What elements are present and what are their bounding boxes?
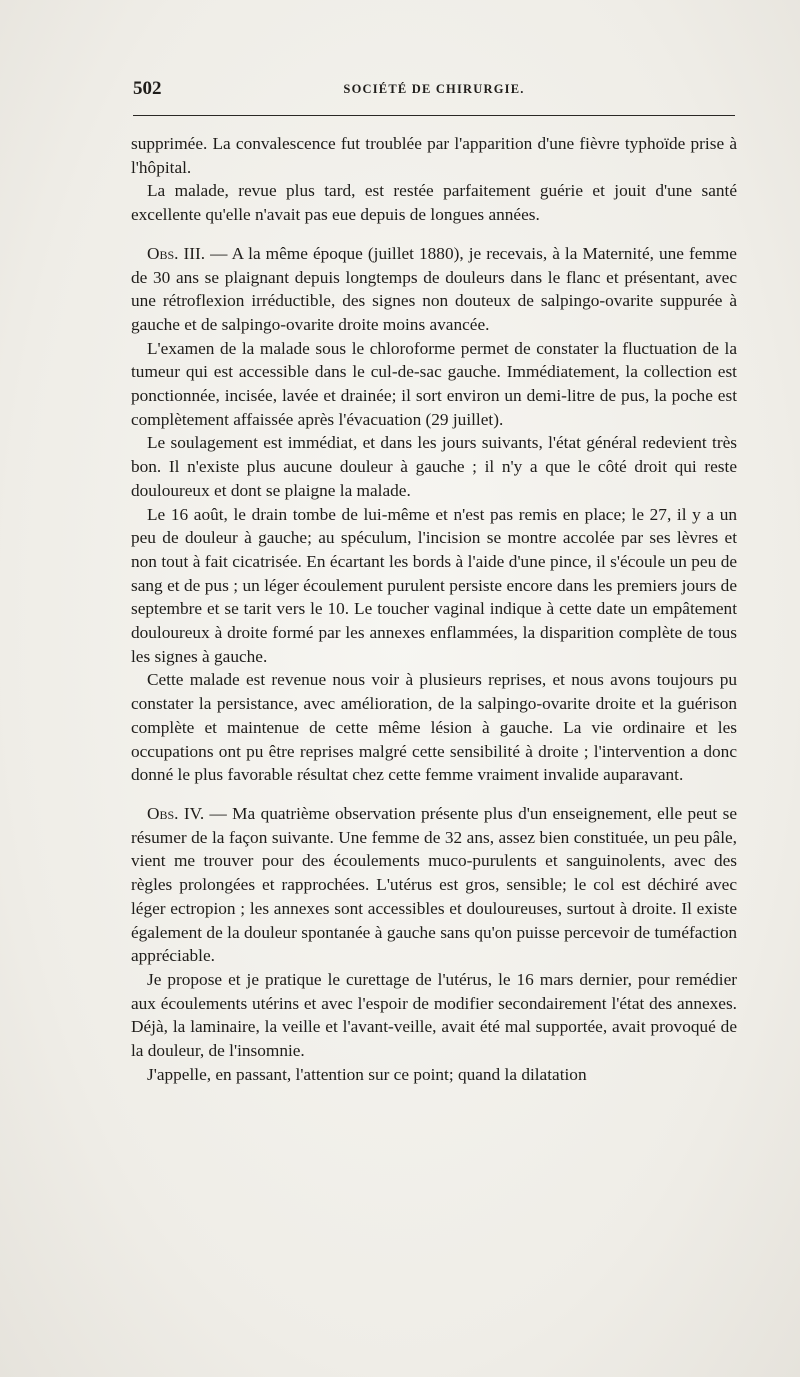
paragraph: Le soulagement est immédiat, et dans les jours suivants, l'état général redevient très bon. Il n'existe plus aucune douleur à gauche ; il n'y a que le côté droit qui reste douloureux et dont se plaigne la malade. bbox=[131, 433, 737, 500]
page-number: 502 bbox=[133, 78, 162, 99]
paragraph: Le 16 août, le drain tombe de lui-même et n'est pas remis en place; le 27, il y a un peu de douleur à gauche; au spéculum, l'incision se montre accolée par ses lèvres et non tout à fait cicatrisée. En écartant les bords à l'aide d'une pince, il s'écoule un peu de sang et de pus ; un léger écoulement purulent persiste encore dans les premiers jours de septembre et se tarit vers le 10. Le toucher vaginal indique à cette date un empâtement douloureux à droite formé par les annexes enflammées, la disparition complète de tous les signes à gauche. bbox=[131, 504, 737, 666]
paragraph: Je propose et je pratique le curettage de l'utérus, le 16 mars dernier, pour remédier aux écoulements utérins et avec l'espoir de modifier secondairement l'état des annexes. Déjà, la laminaire, la veille et l'avant-veille, avait été mal supportée, avait provoqué de la douleur, de l'insomnie. bbox=[131, 969, 737, 1061]
observation-label: Obs. IV. — bbox=[147, 803, 227, 823]
running-title: SOCIÉTÉ DE CHIRURGIE. bbox=[343, 82, 525, 96]
observation-3-paragraph bbox=[131, 242, 737, 337]
paragraph-text: Ma quatrième observation présente plus d'un enseignement, elle peut se résumer de la façon suivante. Une femme de 32 ans, assez bien constituée, un peu pâle, vient me trouver pour des écoulements muco-purulents et sanguinolents, avec des règles prolongées et rapprochées. L'utérus est gros, sensible; le col est déchiré avec léger ectropion ; les annexes sont accessibles et douloureuses, surtout à droite. Il existe également de la douleur spontanée à gauche sans qu'on puisse percevoir de tuméfaction appréciable. bbox=[131, 803, 737, 966]
body-text bbox=[131, 132, 737, 1086]
observation-4-paragraph bbox=[131, 802, 737, 968]
page-header bbox=[133, 78, 735, 104]
paragraph-text: A la même époque (juillet 1880), je recevais, à la Maternité, une femme de 30 ans se plaignant depuis longtemps de douleurs dans le flanc et présentant, avec une rétroflexion irréductible, des signes non douteux de salpingo-ovarite suppurée à gauche et de salpingo-ovarite droite moins avancée. bbox=[131, 243, 737, 334]
paragraph: L'examen de la malade sous le chloroforme permet de constater la fluctuation de la tumeur qui est accessible dans le cul-de-sac gauche. Immédiatement, la collection est ponctionnée, incisée, lavée et drainée; il sort environ un demi-litre de pus, la poche est complètement affaissée après l'évacuation (29 juillet). bbox=[131, 338, 737, 429]
header-rule bbox=[133, 115, 735, 116]
paragraph: supprimée. La convalescence fut troublée par l'apparition d'une fièvre typhoïde prise à l'hôpital. bbox=[131, 134, 737, 177]
observation-label: Obs. III. — bbox=[147, 243, 228, 263]
paragraph: J'appelle, en passant, l'attention sur ce point; quand la dilatation bbox=[147, 1064, 587, 1084]
paragraph: Cette malade est revenue nous voir à plusieurs reprises, et nous avons toujours pu constater la persistance, avec amélioration, de la salpingo-ovarite droite et la guérison complète et maintenue de cette même lésion à gauche. La vie ordinaire et les occupations ont pu être reprises malgré cette sensibilité à droite ; l'intervention a donc donné le plus favorable résultat chez cette femme vraiment invalide auparavant. bbox=[131, 670, 737, 785]
paragraph: La malade, revue plus tard, est restée parfaitement guérie et jouit d'une santé excellente qu'elle n'avait pas eue depuis de longues années. bbox=[131, 181, 737, 225]
